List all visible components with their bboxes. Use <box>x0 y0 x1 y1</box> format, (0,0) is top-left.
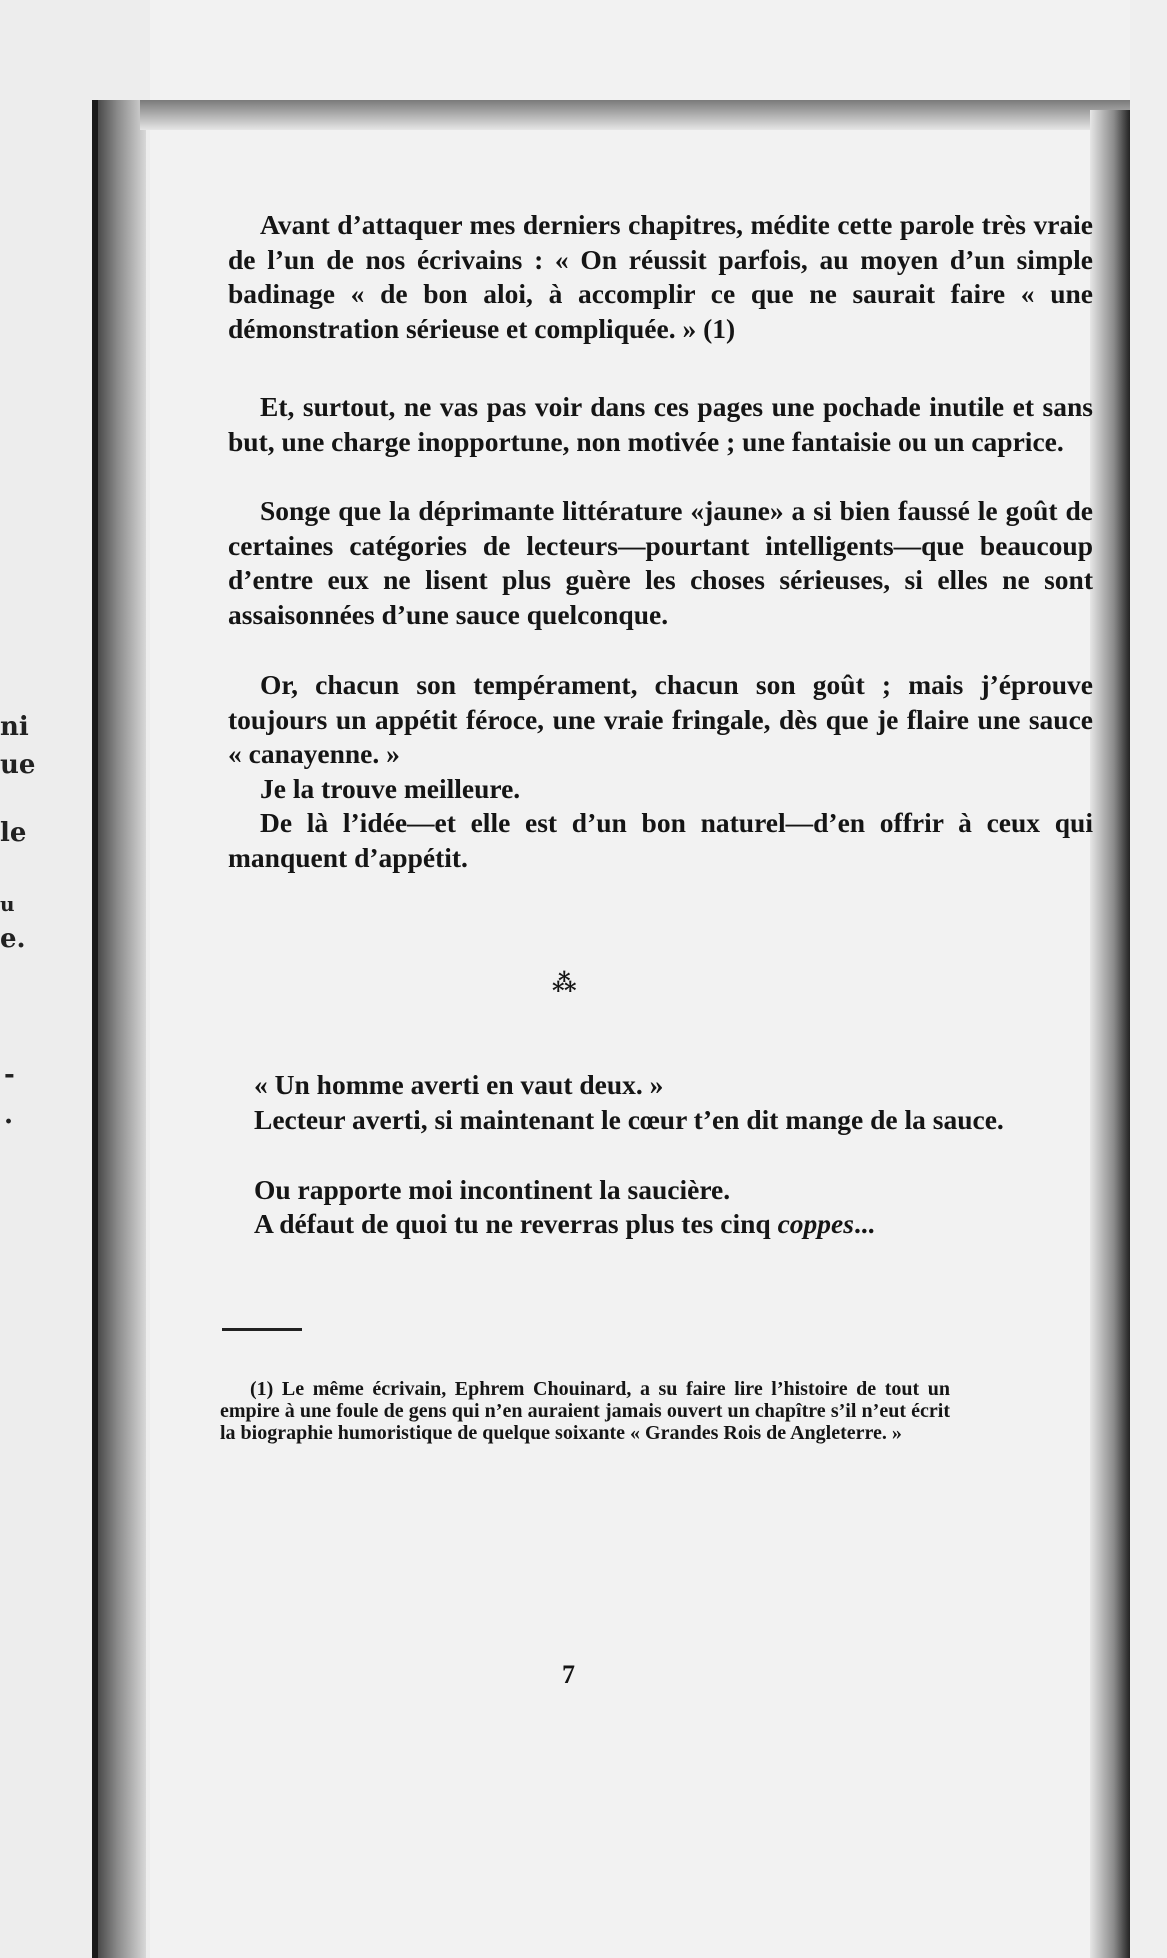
paragraph: Je la trouve meilleure. <box>260 773 521 804</box>
bleed-text: . <box>4 1100 14 1130</box>
bleed-text: ue <box>0 750 36 780</box>
gutter-shadow <box>98 100 146 1958</box>
footnote-rule <box>222 1328 302 1331</box>
quote-line: « Un homme averti en vaut deux. » <box>254 1069 664 1100</box>
closing-text: A défaut de quoi tu ne reverras plus tes cinq <box>254 1208 771 1239</box>
paragraph: Ou rapporte moi incontinent la saucière. <box>254 1174 731 1205</box>
bleed-text: u <box>0 892 15 916</box>
bleed-text: e. <box>0 924 26 954</box>
bleed-text: le <box>0 818 27 848</box>
right-scan-border <box>1090 110 1130 1958</box>
paragraph: Songe que la déprimante littérature «jaune» a si bien faussé le goût de certaines catégories de lecteurs—pourtant intelligents—que beaucoup d’entre eux ne lisent plus guère les choses sérieuses, si elles ne sont assaisonnées d’une sauce quelconque. <box>228 495 1093 630</box>
page-number: 7 <box>562 1660 575 1689</box>
section-separator: ⁂ <box>552 968 577 997</box>
paragraph: Or, chacun son tempérament, chacun son goût ; mais j’éprouve toujours un appétit féroce, une vraie fringale, dès que je flaire une sauce « canayenne. » <box>228 669 1093 770</box>
paragraph: De là l’idée—et elle est d’un bon naturel—d’en offrir à ceux qui manquent d’appétit. <box>228 807 1093 873</box>
top-scan-border <box>140 100 1130 130</box>
footnote: (1) Le même écrivain, Ephrem Chouinard, a su faire lire l’histoire de tout un empire à une foule de gens qui n’en auraient jamais ouvert un chapître s’il n’eut écrit la biographie humoristique de quelque soixante « Grandes Rois de Angleterre. » <box>220 1378 950 1444</box>
bleed-text: - <box>4 1060 15 1090</box>
right-margin <box>1130 0 1167 1958</box>
book-page <box>150 130 1093 1930</box>
paragraph: Avant d’attaquer mes derniers chapitres, médite cette parole très vraie de l’un de nos écrivains : « On réussit parfois, au moyen d’un simple badinage « de bon aloi, à accomplir ce que ne saurait faire « une démonstration sérieuse et compliquée. » (1) <box>228 209 1093 344</box>
closing-ellipsis: ... <box>853 1208 875 1239</box>
bleed-text: ni <box>0 712 29 742</box>
paragraph <box>222 1207 1087 1242</box>
paragraph: Et, surtout, ne vas pas voir dans ces pages une pochade inutile et sans but, une charge inopportune, non motivée ; une fantaisie ou un caprice. <box>228 391 1093 457</box>
paragraph: Lecteur averti, si maintenant le cœur t’en dit mange de la sauce. <box>254 1104 1004 1135</box>
closing-italic: coppes <box>777 1208 854 1239</box>
